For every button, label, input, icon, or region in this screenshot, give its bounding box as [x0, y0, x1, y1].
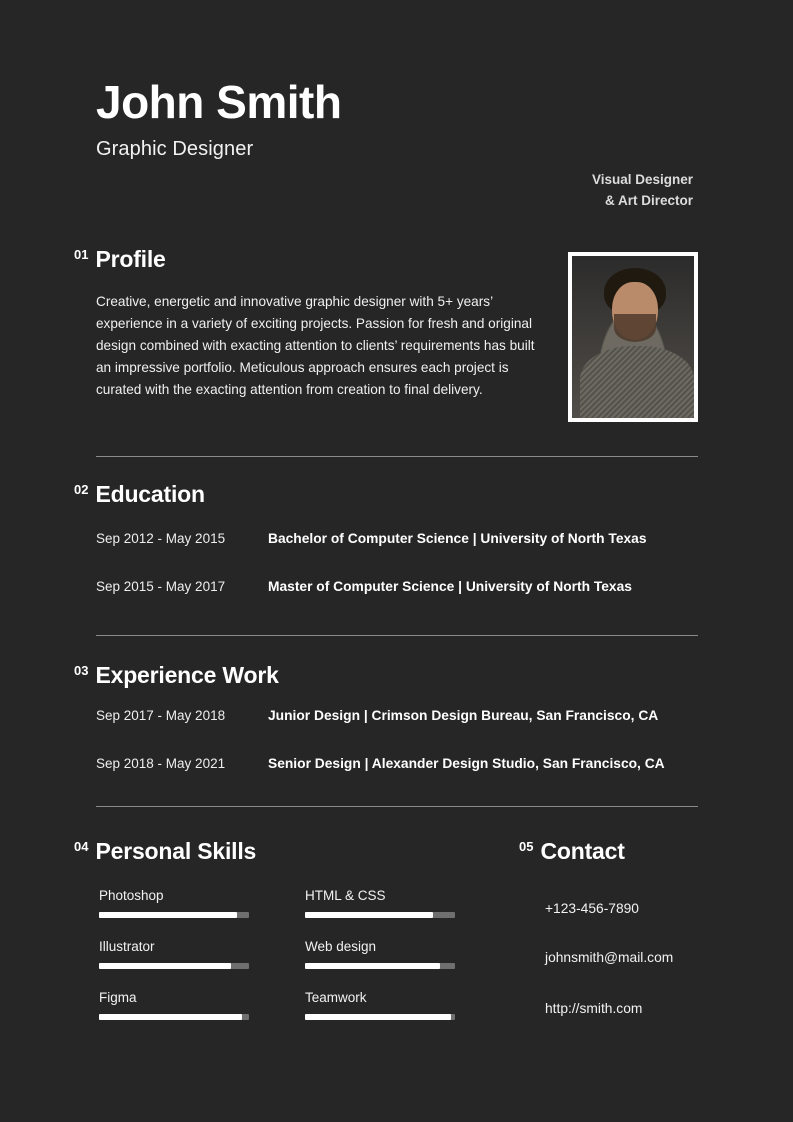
avatar [568, 252, 698, 422]
entry-date: Sep 2012 - May 2015 [96, 531, 226, 546]
section-title-experience: Experience Work [95, 662, 279, 688]
skill-bar-fill [99, 963, 231, 969]
section-heading-education [74, 483, 205, 506]
skill-label: Illustrator [99, 939, 155, 954]
entry-date: Sep 2017 - May 2018 [96, 708, 226, 723]
entry-date: Sep 2015 - May 2017 [96, 579, 226, 594]
divider-3 [96, 806, 698, 807]
experience-entry [96, 708, 698, 723]
header [96, 78, 696, 161]
divider-1 [96, 456, 698, 457]
section-title-contact: Contact [540, 838, 625, 864]
skill-label: Figma [99, 990, 137, 1005]
skill-item [99, 990, 249, 1020]
entry-description: Master of Computer Science | University of North Texas [268, 579, 632, 594]
education-entry [96, 531, 698, 546]
skill-bar-track [99, 1014, 249, 1020]
section-title-education: Education [95, 481, 205, 507]
education-entry [96, 579, 698, 594]
page-title: John Smith [96, 76, 342, 128]
contact-email[interactable]: johnsmith@mail.com [545, 950, 674, 965]
section-heading-profile [74, 248, 166, 271]
skill-item [99, 939, 249, 969]
skill-item [305, 888, 455, 918]
section-heading-experience [74, 664, 279, 687]
entry-date: Sep 2018 - May 2021 [96, 756, 226, 771]
section-number-experience: 03 [74, 663, 89, 678]
skill-label: Web design [305, 939, 377, 954]
contact-phone[interactable]: +123-456-7890 [545, 901, 639, 916]
skill-bar-track [305, 1014, 455, 1020]
avatar-beard [614, 314, 656, 342]
skill-bar-fill [305, 963, 440, 969]
skill-label: Photoshop [99, 888, 164, 903]
section-number-contact: 05 [519, 839, 534, 854]
divider-2 [96, 635, 698, 636]
entry-description: Bachelor of Computer Science | University of North Texas [268, 531, 647, 546]
tagline-line-2: & Art Director [604, 192, 693, 208]
skill-bar-fill [99, 1014, 242, 1020]
section-heading-contact [519, 840, 625, 863]
contact-website[interactable]: http://smith.com [545, 1001, 643, 1016]
section-title-skills: Personal Skills [95, 838, 257, 864]
skill-bar-fill [305, 1014, 451, 1020]
avatar-body [580, 346, 694, 418]
skill-bar-track [305, 963, 455, 969]
skill-label: HTML & CSS [305, 888, 386, 903]
skill-item [99, 888, 249, 918]
avatar-image [572, 256, 694, 418]
skill-bar-track [99, 963, 249, 969]
entry-description: Senior Design | Alexander Design Studio, San Francisco, CA [268, 756, 665, 771]
section-heading-skills [74, 840, 256, 863]
tagline [473, 170, 693, 212]
skill-bar-track [99, 912, 249, 918]
skill-bar-fill [305, 912, 433, 918]
section-title-profile: Profile [95, 246, 166, 272]
skill-item [305, 939, 455, 969]
skill-item [305, 990, 455, 1020]
tagline-line-1: Visual Designer [591, 172, 693, 187]
section-number-skills: 04 [74, 839, 89, 854]
experience-entry [96, 756, 698, 771]
profile-text: Creative, energetic and innovative graphic designer with 5+ years’ experience in a variety of exciting projects. Passion for fresh and original design combined with exacting attention to clients’ requirements has built an impressive portfolio. Meticulous approach ensures each project is curated with the exacting attention from creation to final delivery. [96, 294, 535, 398]
skill-bar-track [305, 912, 455, 918]
skill-bar-fill [99, 912, 237, 918]
skill-label: Teamwork [305, 990, 367, 1005]
entry-description: Junior Design | Crimson Design Bureau, San Francisco, CA [268, 708, 659, 723]
job-role: Graphic Designer [96, 138, 254, 161]
section-number-education: 02 [74, 482, 89, 497]
section-number-profile: 01 [74, 247, 89, 262]
